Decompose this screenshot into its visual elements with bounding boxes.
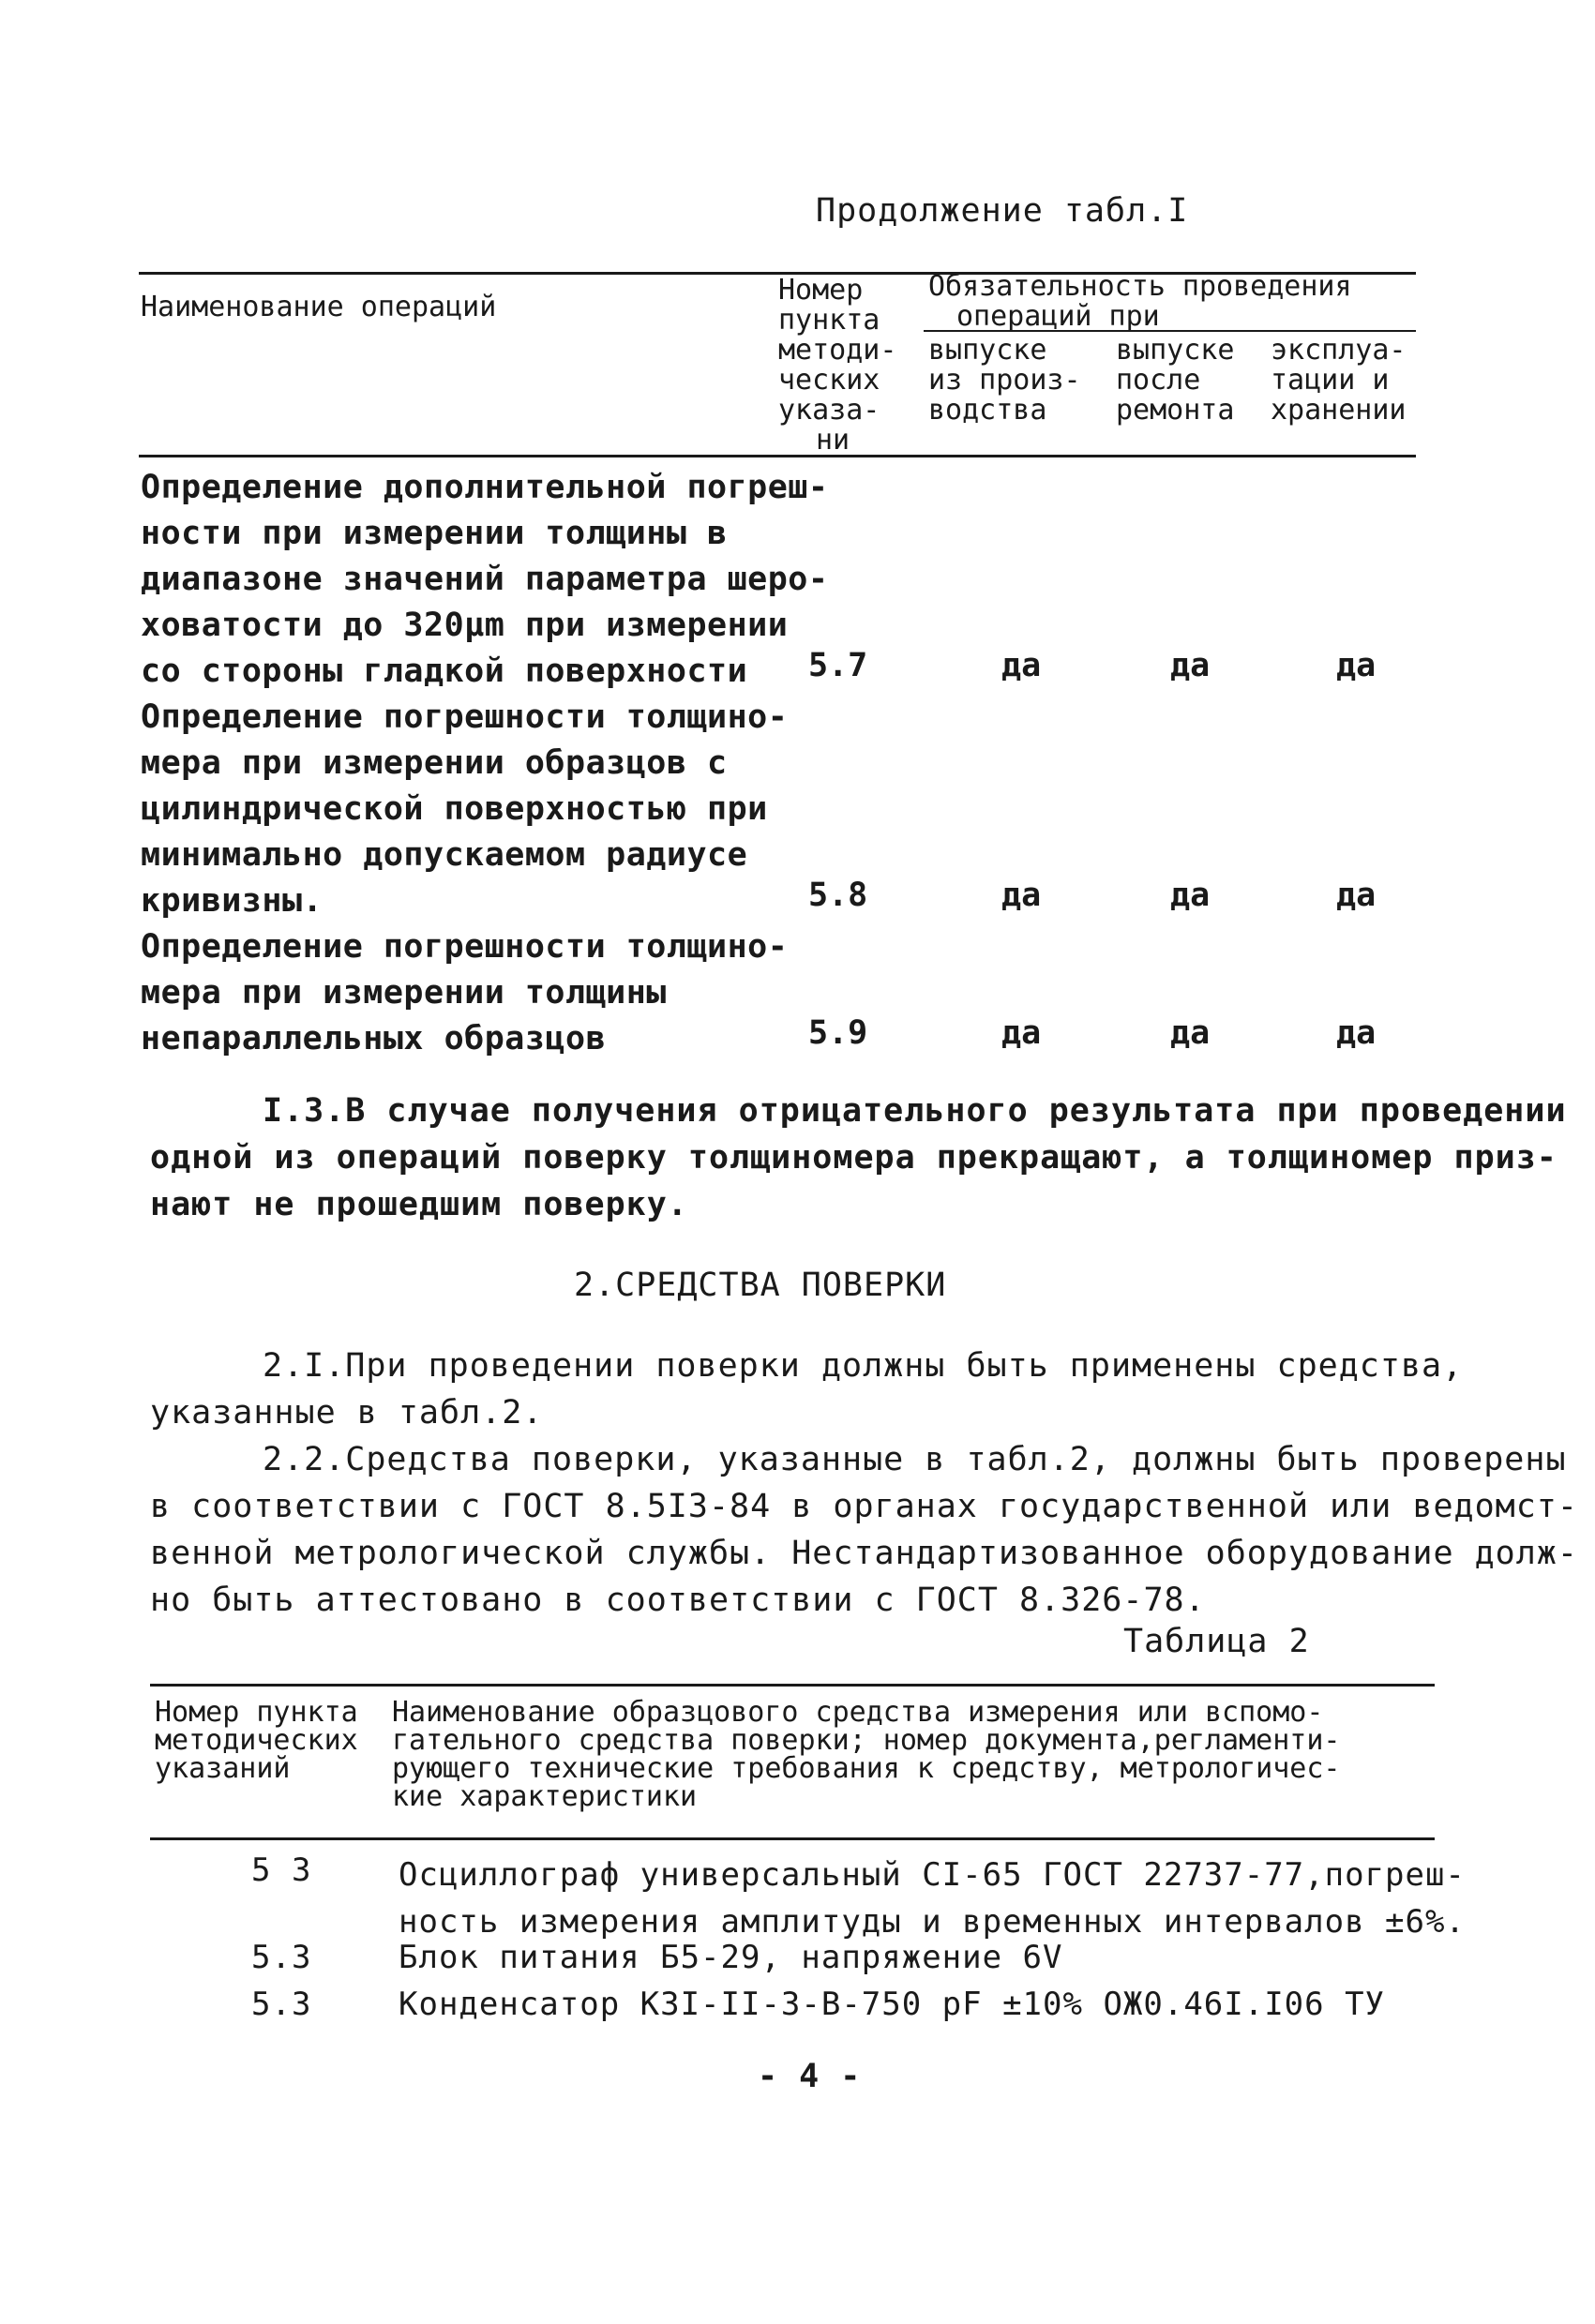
- row-name-line: диапазоне значений параметра шеро-: [141, 561, 829, 598]
- clause-line: I.3.В случае получения отрицательного результата при проведении: [263, 1092, 1567, 1130]
- row-name-line: непараллельных образцов: [141, 1020, 607, 1057]
- table-1-row-2-release: да: [1001, 877, 1042, 914]
- row-desc-line: ность измерения амплитуды и временных интервалов ±6%.: [399, 1903, 1466, 1941]
- section-2-heading: 2.СРЕДСТВА ПОВЕРКИ: [574, 1267, 947, 1304]
- table-1-row-3-point: 5.9: [808, 1014, 868, 1052]
- table-1-row-3-operation: да: [1336, 1014, 1377, 1052]
- row-name-line: Определение погрешности толщино-: [141, 698, 789, 736]
- header-release-line: из произ-: [928, 364, 1081, 397]
- table-1-header-point: [778, 276, 896, 456]
- row-name-line: мера при измерении образцов с: [141, 744, 728, 782]
- header-point-line: Номер пункта: [155, 1696, 358, 1729]
- table-1-row-3-name: [141, 924, 788, 1062]
- paragraph-line: венной метрологической службы. Нестандартизованное оборудование долж-: [150, 1535, 1578, 1572]
- table-2-row-1-point: 5 3: [251, 1852, 312, 1889]
- row-name-line: минимально допускаемом радиусе: [141, 836, 748, 874]
- row-name-line: мера при измерении толщины: [141, 974, 667, 1012]
- table-2-row-2-description: Блок питания Б5-29, напряжение 6V: [399, 1939, 1063, 1976]
- clause-line: одной из операций поверку толщиномера прекращают, а толщиномер приз-: [150, 1139, 1557, 1177]
- clause-line: нают не прошедшим поверку.: [150, 1186, 688, 1223]
- table-1-header-operation: [1271, 336, 1407, 426]
- row-name-line: цилиндрической поверхностью при: [141, 790, 768, 828]
- header-point-line: методи-: [778, 334, 897, 367]
- clause-1-3: [150, 1087, 1567, 1228]
- page-number: - 4 -: [758, 2058, 862, 2095]
- table-1-row-1-repair: да: [1170, 647, 1211, 684]
- header-repair-line: выпуске: [1116, 334, 1235, 367]
- table-2-header-point: [155, 1696, 358, 1785]
- table-1-header-name: Наименование операций: [141, 291, 497, 323]
- table-1-row-1-name: [141, 465, 828, 695]
- table-1-row-3-repair: да: [1170, 1014, 1211, 1052]
- header-desc-line: кие характеристики: [392, 1780, 698, 1813]
- continuation-caption: Продолжение табл.I: [816, 192, 1189, 230]
- header-desc-line: Наименование образцового средства измерения или вспомо-: [392, 1696, 1324, 1729]
- table-2-row-1-description: [399, 1852, 1466, 1945]
- table-1-row-1-operation: да: [1336, 647, 1377, 684]
- row-name-line: со стороны гладкой поверхности: [141, 652, 748, 690]
- header-desc-line: гательного средства поверки; номер документа,регламенти-: [392, 1724, 1341, 1757]
- table-1-header-rule: [139, 455, 1416, 457]
- header-point-line: указаний: [155, 1752, 291, 1785]
- header-group-line: Обязательность проведения: [928, 270, 1352, 303]
- table-2-row-3-description: Конденсатор КЗI-II-3-В-750 pF ±10% ОЖ0.46I.I06 ТУ: [399, 1986, 1386, 2023]
- header-point-line: указа-: [778, 394, 880, 427]
- table-1-header-release: [928, 336, 1081, 426]
- header-point-line: пункта: [778, 304, 880, 337]
- table-2-header-rule: [150, 1837, 1435, 1840]
- header-operation-line: хранении: [1271, 394, 1407, 427]
- section-2-paragraph-1: [150, 1342, 1463, 1436]
- header-release-line: выпуске: [928, 334, 1047, 367]
- header-point-line: ческих: [778, 364, 880, 397]
- header-operation-line: тации и: [1271, 364, 1390, 397]
- table-1-row-2-point: 5.8: [808, 877, 868, 914]
- row-name-line: ности при измерении толщины в: [141, 515, 728, 552]
- header-point-line: ни: [816, 424, 850, 457]
- table-1-row-1-point: 5.7: [808, 647, 868, 684]
- table-1-row-2-repair: да: [1170, 877, 1211, 914]
- header-release-line: водства: [928, 394, 1047, 427]
- table-2-row-2-point: 5.3: [251, 1939, 312, 1976]
- table-2-header-description: [392, 1696, 1341, 1813]
- header-point-line: Номер: [778, 274, 864, 307]
- table-1-row-3-release: да: [1001, 1014, 1042, 1052]
- paragraph-line: указанные в табл.2.: [150, 1394, 544, 1432]
- row-name-line: Определение погрешности толщино-: [141, 928, 789, 966]
- table-1-header-repair: [1116, 336, 1234, 426]
- row-name-line: Определение дополнительной погреш-: [141, 469, 829, 506]
- paragraph-line: 2.I.При проведении поверки должны быть применены средства,: [263, 1347, 1464, 1385]
- table-1-row-2-operation: да: [1336, 877, 1377, 914]
- row-name-line: кривизны.: [141, 882, 324, 920]
- paragraph-line: но быть аттестовано в соответствии с ГОСТ 8.326-78.: [150, 1582, 1206, 1619]
- paragraph-line: в соответствии с ГОСТ 8.5I3-84 в органах государственной или ведомст-: [150, 1488, 1578, 1525]
- header-operation-line: эксплуа-: [1271, 334, 1407, 367]
- table-1-row-1-release: да: [1001, 647, 1042, 684]
- header-desc-line: рующего технические требования к средству, метрологичес-: [392, 1752, 1341, 1785]
- header-point-line: методических: [155, 1724, 358, 1757]
- table-2-top-rule: [150, 1684, 1435, 1687]
- header-repair-line: ремонта: [1116, 394, 1235, 427]
- paragraph-line: 2.2.Средства поверки, указанные в табл.2, должны быть проверены: [263, 1441, 1567, 1478]
- header-repair-line: после: [1116, 364, 1201, 397]
- row-name-line: ховатости до 320μm при измерении: [141, 607, 789, 644]
- row-desc-line: Осциллограф универсальный СI-65 ГОСТ 22737-77,погреш-: [399, 1856, 1466, 1894]
- table-1-header-group: [928, 272, 1352, 332]
- header-group-line: операций при: [956, 300, 1160, 333]
- section-2-paragraph-2: [150, 1436, 1578, 1624]
- table-2-caption: Таблица 2: [1123, 1623, 1310, 1660]
- table-2-row-3-point: 5.3: [251, 1986, 312, 2023]
- table-1-row-2-name: [141, 695, 788, 924]
